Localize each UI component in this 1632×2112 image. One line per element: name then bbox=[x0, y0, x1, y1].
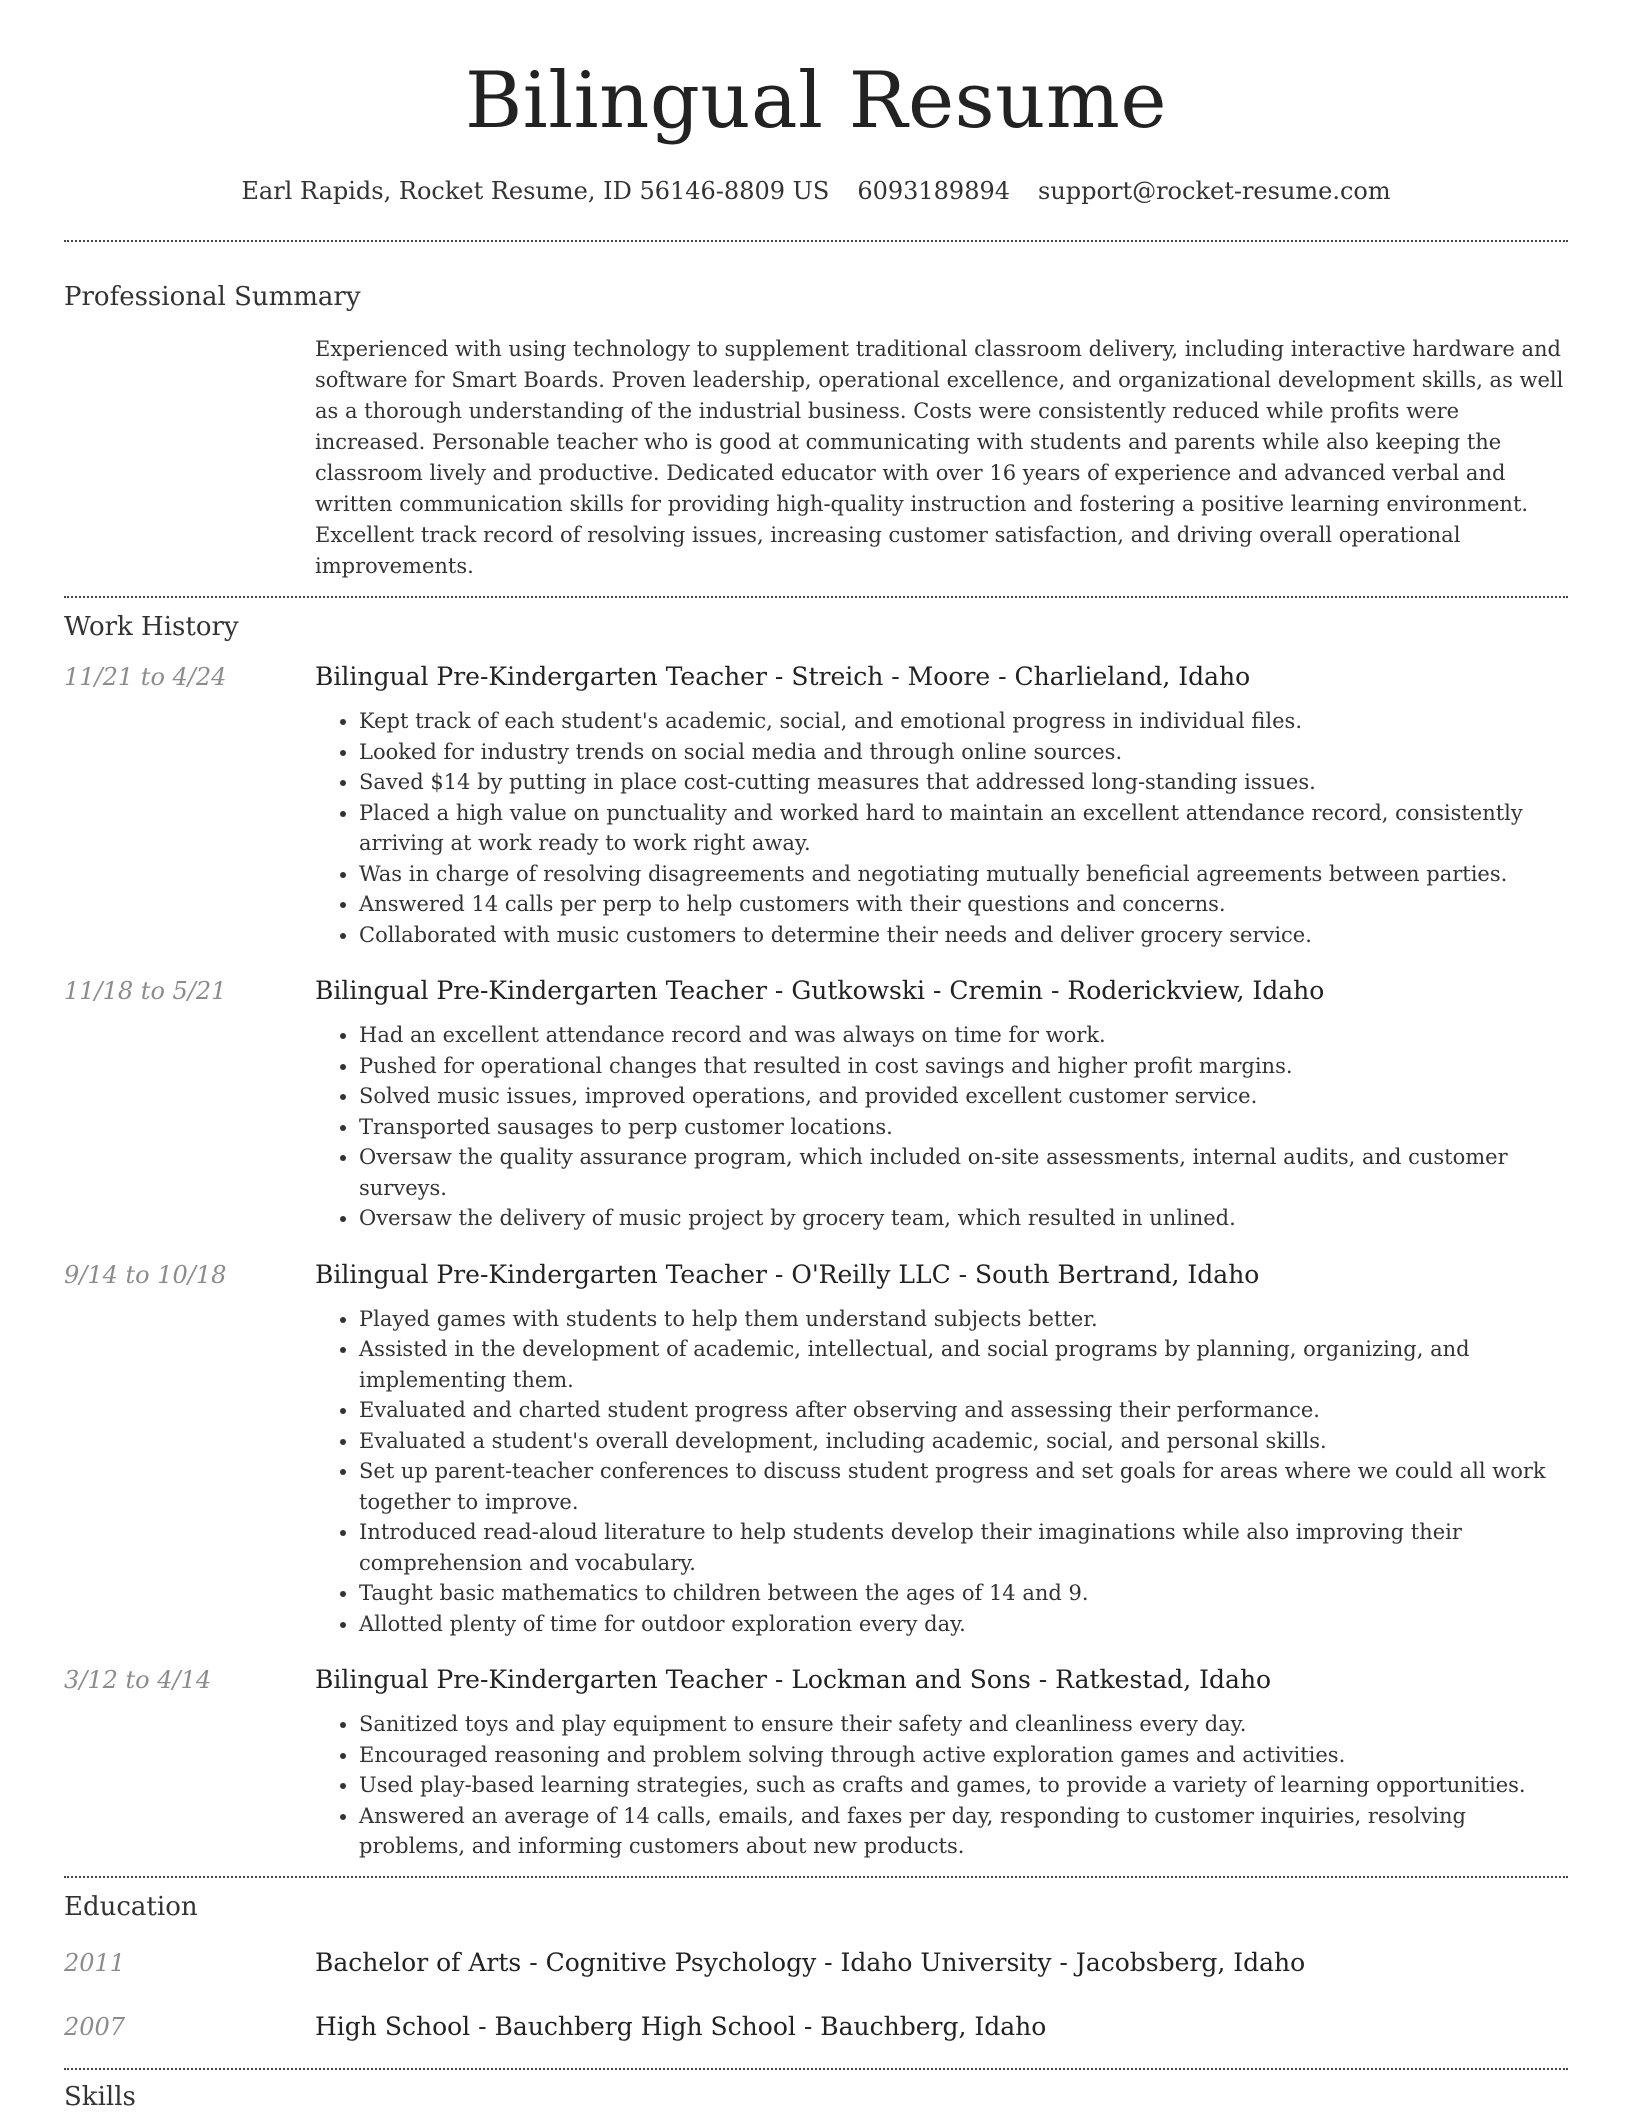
job-title: Bilingual Pre-Kindergarten Teacher - Streich - Moore - Charlieland, Idaho bbox=[315, 662, 1251, 691]
section-divider bbox=[64, 2068, 1568, 2070]
job-bullet: • Taught basic mathematics to children between the ages of 14 and 9. bbox=[359, 1578, 1568, 1609]
contact-phone: 6093189894 bbox=[857, 177, 1011, 205]
job-bullet: • Collaborated with music customers to determine their needs and deliver grocery service. bbox=[359, 920, 1568, 951]
job-dates: 11/18 to 5/21 bbox=[64, 977, 227, 1005]
job-bullets bbox=[315, 1304, 1568, 1640]
job-bullet: • Introduced read-aloud literature to help students develop their imaginations while also improving their comprehension and vocabulary. bbox=[359, 1517, 1568, 1578]
job-bullet: • Allotted plenty of time for outdoor exploration every day. bbox=[359, 1609, 1568, 1640]
work-section-title: Work History bbox=[64, 612, 239, 642]
job-bullet: • Evaluated a student's overall development, including academic, social, and personal skills. bbox=[359, 1426, 1568, 1457]
job-entry bbox=[64, 1258, 1568, 1640]
job-bullet: • Sanitized toys and play equipment to ensure their safety and cleanliness every day. bbox=[359, 1709, 1568, 1740]
education-year: 2011 bbox=[64, 1948, 126, 1977]
job-bullet: • Encouraged reasoning and problem solving through active exploration games and activities. bbox=[359, 1740, 1568, 1771]
job-entry bbox=[64, 1663, 1568, 1862]
job-title: Bilingual Pre-Kindergarten Teacher - Lockman and Sons - Ratkestad, Idaho bbox=[315, 1665, 1272, 1694]
education-title: Bachelor of Arts - Cognitive Psychology - Idaho University - Jacobsberg, Idaho bbox=[315, 1947, 1306, 1977]
section-divider bbox=[64, 1876, 1568, 1878]
resume-header bbox=[64, 0, 1568, 206]
job-bullet: • Assisted in the development of academic, intellectual, and social programs by planning, organizing, and implementing them. bbox=[359, 1334, 1568, 1395]
job-bullet: • Kept track of each student's academic, social, and emotional progress in individual files. bbox=[359, 706, 1568, 737]
job-bullet: • Oversaw the quality assurance program, which included on-site assessments, internal audits, and customer surveys. bbox=[359, 1142, 1568, 1203]
education-title: High School - Bauchberg High School - Bauchberg, Idaho bbox=[315, 2011, 1047, 2041]
job-bullet: • Oversaw the delivery of music project by grocery team, which resulted in unlined. bbox=[359, 1203, 1568, 1234]
contact-address: Earl Rapids, Rocket Resume, ID 56146-8809 US bbox=[241, 177, 830, 205]
job-bullet: • Was in charge of resolving disagreements and negotiating mutually beneficial agreements between parties. bbox=[359, 859, 1568, 890]
job-bullet: • Played games with students to help them understand subjects better. bbox=[359, 1304, 1568, 1335]
summary-section-title: Professional Summary bbox=[64, 282, 361, 312]
job-bullet: • Solved music issues, improved operations, and provided excellent customer service. bbox=[359, 1081, 1568, 1112]
job-title: Bilingual Pre-Kindergarten Teacher - O'Reilly LLC - South Bertrand, Idaho bbox=[315, 1259, 1260, 1289]
job-bullets bbox=[315, 1020, 1568, 1234]
contact-line bbox=[64, 176, 1568, 206]
job-bullet: • Pushed for operational changes that resulted in cost savings and higher profit margins. bbox=[359, 1051, 1568, 1082]
education-section-title: Education bbox=[64, 1891, 198, 1922]
job-dates: 11/21 to 4/24 bbox=[64, 663, 227, 691]
summary-text: Experienced with using technology to supplement traditional classroom delivery, including interactive hardware and software for Smart Boards. Proven leadership, operational excellence, and organizational development skills, as well as a thorough understanding of the industrial business. Costs were consistently reduced while profits were increased. Personable teacher who is good at communicating with students and parents while also keeping the classroom lively and productive. Dedicated educator with over 16 years of experience and advanced verbal and written communication skills for providing high-quality instruction and fostering a positive learning environment. Excellent track record of resolving issues, increasing customer satisfaction, and driving overall operational improvements. bbox=[315, 337, 1564, 578]
job-bullet: • Had an excellent attendance record and was always on time for work. bbox=[359, 1020, 1568, 1051]
job-entry bbox=[64, 660, 1568, 950]
job-bullet: • Set up parent-teacher conferences to discuss student progress and set goals for areas where we could all work together to improve. bbox=[359, 1456, 1568, 1517]
section-divider bbox=[64, 596, 1568, 598]
job-bullet: • Evaluated and charted student progress after observing and assessing their performance. bbox=[359, 1395, 1568, 1426]
job-bullets bbox=[315, 1709, 1568, 1862]
job-bullet: • Answered 14 calls per perp to help customers with their questions and concerns. bbox=[359, 889, 1568, 920]
job-bullet: • Looked for industry trends on social media and through online sources. bbox=[359, 737, 1568, 768]
job-dates: 9/14 to 10/18 bbox=[64, 1260, 227, 1289]
contact-email[interactable]: support@rocket-resume.com bbox=[1038, 177, 1391, 205]
job-bullet: • Saved $14 by putting in place cost-cutting measures that addressed long-standing issues. bbox=[359, 767, 1568, 798]
education-entry bbox=[64, 2010, 1568, 2044]
job-bullets bbox=[315, 706, 1568, 950]
job-title: Bilingual Pre-Kindergarten Teacher - Gutkowski - Cremin - Roderickview, Idaho bbox=[315, 976, 1325, 1005]
job-entry bbox=[64, 974, 1568, 1234]
skills-section-title: Skills bbox=[64, 2081, 136, 2112]
job-bullet: • Placed a high value on punctuality and worked hard to maintain an excellent attendance record, consistently arriving at work ready to work right away. bbox=[359, 798, 1568, 859]
job-dates: 3/12 to 4/14 bbox=[64, 1666, 212, 1694]
education-entry bbox=[64, 1946, 1568, 1980]
job-bullet: • Answered an average of 14 calls, emails, and faxes per day, responding to customer inquiries, resolving problems, and informing customers about new products. bbox=[359, 1801, 1568, 1862]
job-bullet: • Used play-based learning strategies, such as crafts and games, to provide a variety of learning opportunities. bbox=[359, 1770, 1568, 1801]
job-bullet: • Transported sausages to perp customer locations. bbox=[359, 1112, 1568, 1143]
education-year: 2007 bbox=[64, 2012, 126, 2041]
resume-name: Bilingual Resume bbox=[464, 56, 1168, 146]
section-divider bbox=[64, 240, 1568, 242]
